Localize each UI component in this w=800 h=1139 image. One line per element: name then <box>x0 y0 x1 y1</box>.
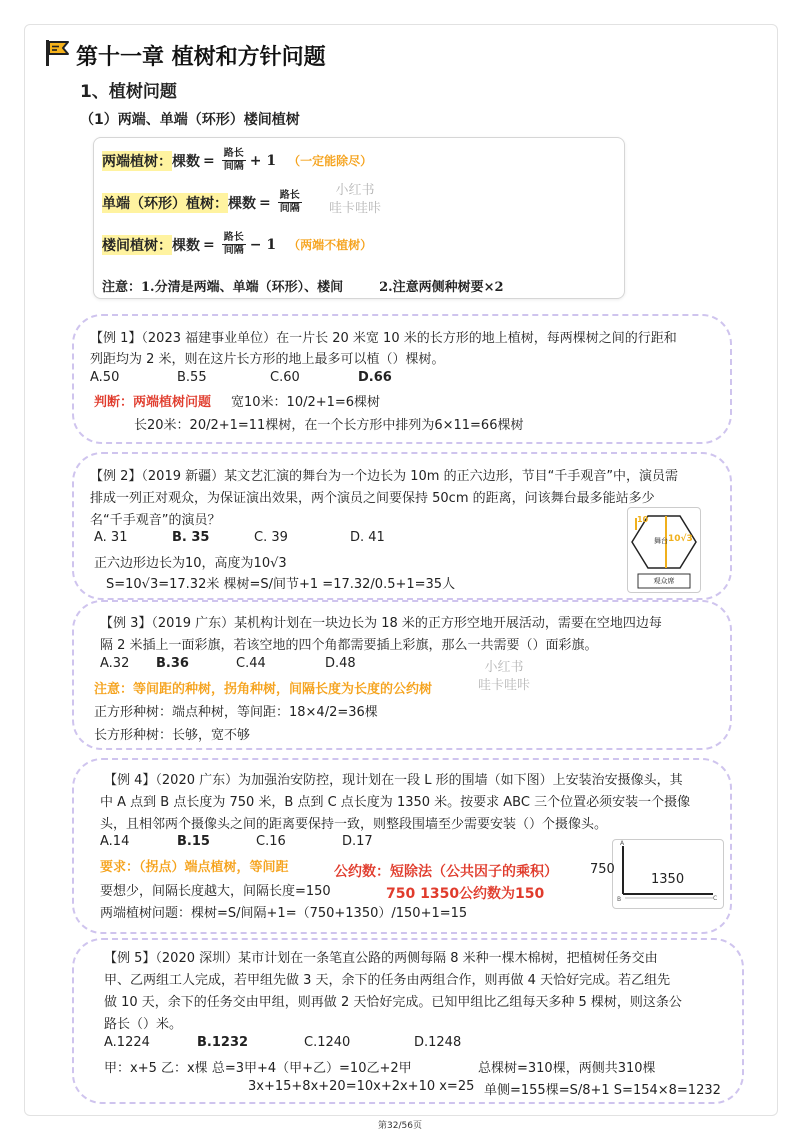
ex4-option-d: D.17 <box>342 834 373 849</box>
ex4-option-c: C.16 <box>256 834 286 849</box>
fraction: $\frac{\text{路长}}{\text{间隔}}$ <box>223 148 244 172</box>
fraction: $\frac{\text{路长}}{\text{间隔}}$ <box>223 232 244 256</box>
ex3-solution-rectangle: 长方形种树：长够，宽不够 <box>94 728 251 743</box>
ex4-gcd-result: 750 1350公约数为150 <box>386 886 545 902</box>
ex1-option-c: C.60 <box>270 370 300 385</box>
ex2-solution-line1: 正六边形边长为10，高度为10√3 <box>94 556 287 571</box>
ex2-question-line1: 【例 2】（2019 新疆）某文艺汇演的舞台为一个边长为 10m 的正六边形，节目“千手观音”中，演员需 <box>90 469 679 484</box>
ex4-question-line3: 头，且相邻两个摄像头之间的距离要保持一致，则整段围墙至少需要安装（）个摄像头。 <box>100 817 608 832</box>
ex2-option-c: C. 39 <box>254 530 288 545</box>
ex3-option-c: C.44 <box>236 656 266 671</box>
fraction: $\frac{\text{路长}}{\text{间隔}}$ <box>279 190 300 214</box>
ex1-option-b: B.55 <box>177 370 207 385</box>
ex5-option-d: D.1248 <box>414 1035 462 1050</box>
ex4-requirement: 要求：（拐点）端点植树，等间距 <box>100 860 289 875</box>
watermark: 小红书 哇卡哇咔 <box>478 660 531 693</box>
ex2-question-line3: 名“千手观音”的演员？ <box>90 513 221 528</box>
flag-icon <box>44 38 72 68</box>
ex3-option-a: A.32 <box>100 656 130 671</box>
ex5-solution-line1b: 总棵树=310棵，两侧共310棵 <box>478 1061 656 1076</box>
ex4-option-b: B.15 <box>177 834 210 849</box>
ex2-option-b: B. 35 <box>172 530 210 545</box>
rule-between-buildings: 楼间植树： 棵数 = $\frac{\text{路长}}{\text{间隔}}$ − 1 （两端不植树） <box>102 232 373 256</box>
ex1-option-a: A.50 <box>90 370 120 385</box>
ex2-option-a: A. 31 <box>94 530 128 545</box>
ex4-gcd-method: 公约数：短除法（公共因子的乘积） <box>334 864 558 880</box>
formula-box <box>93 137 625 299</box>
ex3-question-line1: 【例 3】（2019 广东）某机构计划在一块边长为 18 米的正方形空地开展活动，需要在空地四边每 <box>100 616 662 631</box>
ex2-question-line2: 排成一列正对观众，为保证演出效果，两个演员之间要保持 50cm 的距离，问该舞台最多能站多少 <box>90 491 655 506</box>
ex2-option-d: D. 41 <box>350 530 385 545</box>
rule-single-end: 单端（环形）植树： 棵数 = $\frac{\text{路长}}{\text{间隔}}$ <box>102 190 300 214</box>
ex3-note: 注意：等间距的种树，拐角种树，间隔长度为长度的公约树 <box>94 682 433 697</box>
ex5-solution-line2: 3x+15+8x+20=10x+2x+10 x=25 <box>248 1079 475 1094</box>
ex1-question-line1: 【例 1】（2023 福建事业单位）在一片长 20 米宽 10 米的长方形的地上植树，每两棵树之间的行距和 <box>90 331 677 346</box>
ex1-judgement: 判断：两端植树问题 <box>94 395 212 410</box>
ex5-question-line4: 路长（）米。 <box>104 1017 183 1032</box>
ex4-question-line2: 中 A 点到 B 点长度为 750 米，B 点到 C 点长度为 1350 米。按要求 ABC 三个位置必须安装一个摄像 <box>100 795 691 810</box>
page-number: 第32/56页 <box>378 1121 422 1131</box>
l-shaped-wall-figure: A B C 1350 <box>612 839 724 909</box>
ex3-solution-square: 正方形种树：端点种树，等间距：18×4/2=36棵 <box>94 705 378 720</box>
section-title: 1、植树问题 <box>80 82 177 102</box>
ex5-question-line1: 【例 5】（2020 深圳）某市计划在一条笔直公路的两侧每隔 8 米种一棵木棉树，把植树任务交由 <box>104 951 658 966</box>
ex4-solution-line1: 要想少，间隔长度越大，间隔长度=150 <box>100 884 331 899</box>
ex3-option-d: D.48 <box>325 656 356 671</box>
ex5-option-a: A.1224 <box>104 1035 150 1050</box>
ex4-question-line1: 【例 4】（2020 广东）为加强治安防控，现计划在一段 L 形的围墙（如下图）上安装治安摄像头，其 <box>104 773 683 788</box>
rule-both-ends: 两端植树： 棵数 = $\frac{\text{路长}}{\text{间隔}}$ + 1 （一定能除尽） <box>102 148 373 172</box>
watermark: 小红书 哇卡哇咔 <box>329 183 382 216</box>
ex1-question-line2: 列距均为 2 米，则在这片长方形的地上最多可以植（）棵树。 <box>90 352 445 367</box>
fig-label-750: 750 <box>590 862 615 877</box>
ex5-solution-line1: 甲：x+5 乙：x棵 总=3甲+4（甲+乙）=10乙+2甲 <box>104 1061 412 1076</box>
ex5-option-c: C.1240 <box>304 1035 351 1050</box>
ex1-option-d: D.66 <box>358 370 392 385</box>
hexagon-stage-figure: 10 舞台 10√3 观众席 <box>627 507 701 593</box>
ex3-option-b: B.36 <box>156 656 189 671</box>
rule-note: 注意：1.分清是两端、单端（环形）、楼间 2.注意两侧种树要×2 <box>102 280 504 295</box>
ex5-question-line2: 甲、乙两组工人完成，若甲组先做 3 天，余下的任务由两组合作，则再做 4 天恰好完成。若乙组先 <box>104 973 671 988</box>
ex5-question-line3: 做 10 天，余下的任务交由甲组，则再做 2 天恰好完成。已知甲组比乙组每天多种 5 棵树，则这条公 <box>104 995 682 1010</box>
subsection-title: （1）两端、单端（环形）楼间植树 <box>80 112 300 128</box>
ex1-solution-width: 宽10米：10/2+1=6棵树 <box>231 395 381 410</box>
ex4-option-a: A.14 <box>100 834 130 849</box>
ex5-option-b: B.1232 <box>197 1035 249 1050</box>
chapter-title: 第十一章 植树和方针问题 <box>76 45 326 70</box>
ex5-solution-line2b: 单侧=155棵=S/8+1 S=154×8=1232 <box>484 1083 721 1098</box>
ex3-question-line2: 隔 2 米插上一面彩旗，若该空地的四个角都需要插上彩旗，那么一共需要（）面彩旗。 <box>100 638 598 653</box>
ex2-solution-line2: S=10√3=17.32米 棵树=S/间节+1 =17.32/0.5+1=35人 <box>106 577 456 592</box>
ex1-solution-length: 长20米：20/2+1=11棵树，在一个长方形中排列为6×11=66棵树 <box>134 418 524 433</box>
ex4-solution-line2: 两端植树问题：棵树=S/间隔+1=（750+1350）/150+1=15 <box>100 906 468 921</box>
